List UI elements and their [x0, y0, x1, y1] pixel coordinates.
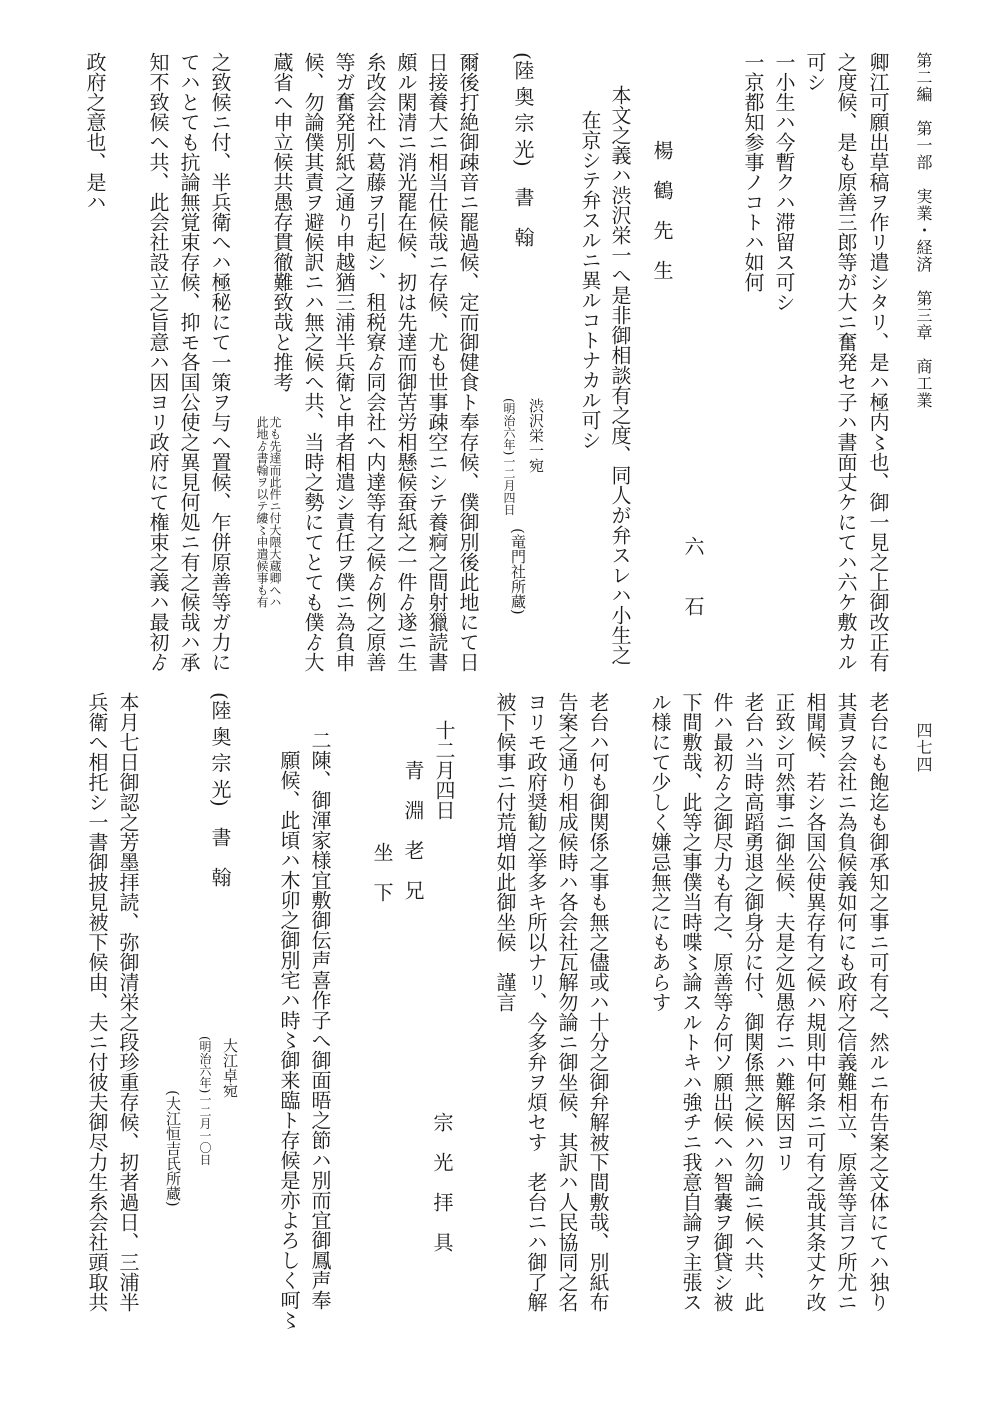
text-line: 告案之通り相成候時ハ各会社瓦解勿論ニ御坐候、其訳ハ人民協同之名	[555, 692, 579, 1312]
text-line: 本文之義ハ渋沢栄一へ是非御相談有之度、同人が弁スレハ小生之	[608, 85, 632, 665]
text-line: 其責ヲ会社ニ為負候義如何にも政府之信義難相立、原善等言フ所尤ニ	[834, 692, 858, 1312]
text-line: 被下候事ニ付荒増如此御坐候 謹言	[493, 692, 517, 1012]
source-note: (大江恒吉氏所蔵)	[164, 1090, 182, 1207]
signature: 宗 光 拝 具	[430, 1112, 454, 1252]
text-line: ル様にて少しく嫌忌無之にもあらす	[648, 692, 672, 1012]
text-line: 知不致候へ共、此会社設立之旨意ハ因ヨリ政府にて権束之義ハ最初ゟ	[146, 52, 170, 672]
text-line: 下間敷哉、此等之事僕当時喋〻論スルトキハ強チニ我意自論ヲ主張ス	[679, 692, 703, 1312]
recipient: 大江卓宛	[221, 1038, 239, 1098]
text-line: 日接養大ニ相当仕候哉ニ存候、尤も世事疎空ニシテ養痾之間射獵読書	[425, 52, 449, 672]
text-line: 老台ハ当時高蹈勇退之御身分に付、御関係無之候ハ勿論ニ候へ共、此	[741, 692, 765, 1312]
text-line: ヨリモ政府奨勧之挙多キ所以ナリ、今多弁ヲ煩セす 老台ニハ御了解	[524, 692, 548, 1312]
text-line: 政府之意也、是ハ	[83, 52, 107, 212]
page-number: 四七四	[914, 722, 933, 773]
recipient: 渋沢栄一宛	[527, 398, 545, 473]
text-line: 一小生ハ今暫クハ滞留ス可シ	[772, 52, 796, 312]
text-line: 老台ハ何も御関係之事も無之儘或ハ十分之御弁解被下間敷哉、別紙布	[586, 692, 610, 1312]
letter-title: (陸 奥 宗 光) 書 翰	[208, 692, 232, 887]
text-line: 蔵省へ申立候共愚存貫徹難致哉と推考	[270, 52, 294, 392]
text-line: 之致候ニ付、半兵衛へハ極秘にて一策ヲ与へ置候、乍併原善等ガ力に	[208, 52, 232, 672]
text-line: 件ハ最初ゟ之御尽力も有之、原善等ゟ何ソ願出候へハ智嚢ヲ御貸シ被	[710, 692, 734, 1312]
letter-date: (明治六年)一二月一〇日	[198, 1036, 212, 1166]
letter-title: (陸 奥 宗 光) 書 翰	[511, 52, 535, 247]
running-head: 第二編 第一部 実業・経済 第三章 商工業	[914, 52, 933, 409]
signature: 六 石	[681, 536, 705, 616]
text-line: 本月七日御認之芳墨拝読、弥御清栄之段珍重存候、扨者過日、三浦半	[116, 692, 140, 1312]
text-line: 二陳、御渾家様宜敷御伝声喜作子へ御面晤之節ハ別而宜御鳳声奉	[308, 730, 332, 1310]
letter-date: 十二月四日	[432, 720, 456, 820]
text-line: 一京都知参事ノコトハ如何	[741, 52, 765, 292]
text-line: 頗ル閑清ニ消光罷在候、扨は先達而御苦労相懸候蚕紙之一件ゟ遂ニ生	[394, 52, 418, 672]
text-line: 爾後打絶御疎音ニ罷過候、定而御健食ト奉存候、僕御別後此地にて日	[456, 52, 480, 672]
text-line: 相聞候、若シ各国公使異存有之候ハ規則中何条ニ可有之哉其条丈ケ改	[803, 692, 827, 1312]
text-line: 兵衛へ相托シ一書御披見被下候由、夫ニ付彼夫御尽力生糸会社頭取共	[85, 692, 109, 1312]
text-line: 在京シテ弁スルニ異ルコトナカル可シ	[578, 110, 602, 450]
source-note: (竜門社所蔵)	[509, 528, 527, 615]
note-line: 尤も先達而此件ニ付大隈大蔵卿へハ	[268, 416, 282, 608]
text-line: 願候、此頃ハ木卯之御別宅ハ時〻御来臨ト存候是亦よろしく呵〻	[277, 750, 301, 1330]
letter-date: (明治六年)一二月四日	[502, 398, 516, 516]
text-line: 正致シ可然事ニ御坐候、夫是之処愚存ニハ難解因ヨリ	[772, 692, 796, 1172]
text-line: 糸改会社へ葛藤ヲ引起シ、租税寮ゟ同会社へ内達等有之候ゟ例之原善	[363, 52, 387, 672]
text-line: 等ガ奮発別紙之通り申越猶三浦半兵衛と申者相遣シ責任ヲ僕ニ為負申	[332, 52, 356, 672]
text-line: 之度候、是も原善三郎等が大ニ奮発セ子ハ書面丈ケにてハ六ケ敷カル	[834, 52, 858, 672]
addressee: 楊 鶴 先 生	[650, 140, 674, 280]
text-line: 卿江可願出草稿ヲ作リ遣シタリ、是ハ極内〻也、御一見之上御改正有	[866, 52, 890, 672]
text-line: 候、勿論僕其責ヲ避候訳ニハ無之候へ共、当時之勢にてとても僕ゟ大	[301, 52, 325, 672]
interlinear-note	[256, 416, 281, 608]
note-line: 此地ゟ書翰ヲ以テ縷〻申遣候事も有	[255, 416, 269, 608]
text-line: 可シ	[803, 52, 827, 92]
text-line: 老台にも飽迄も御承知之事ニ可有之、然ルニ布告案之文体にてハ独り	[866, 692, 890, 1312]
addressee-honorific: 坐 下	[370, 842, 394, 902]
addressee: 青 淵 老 兄	[401, 760, 425, 900]
text-line: てハとても抗論無覚束存候、抑モ各国公使之異見何処ニ有之候哉ハ承	[177, 52, 201, 672]
